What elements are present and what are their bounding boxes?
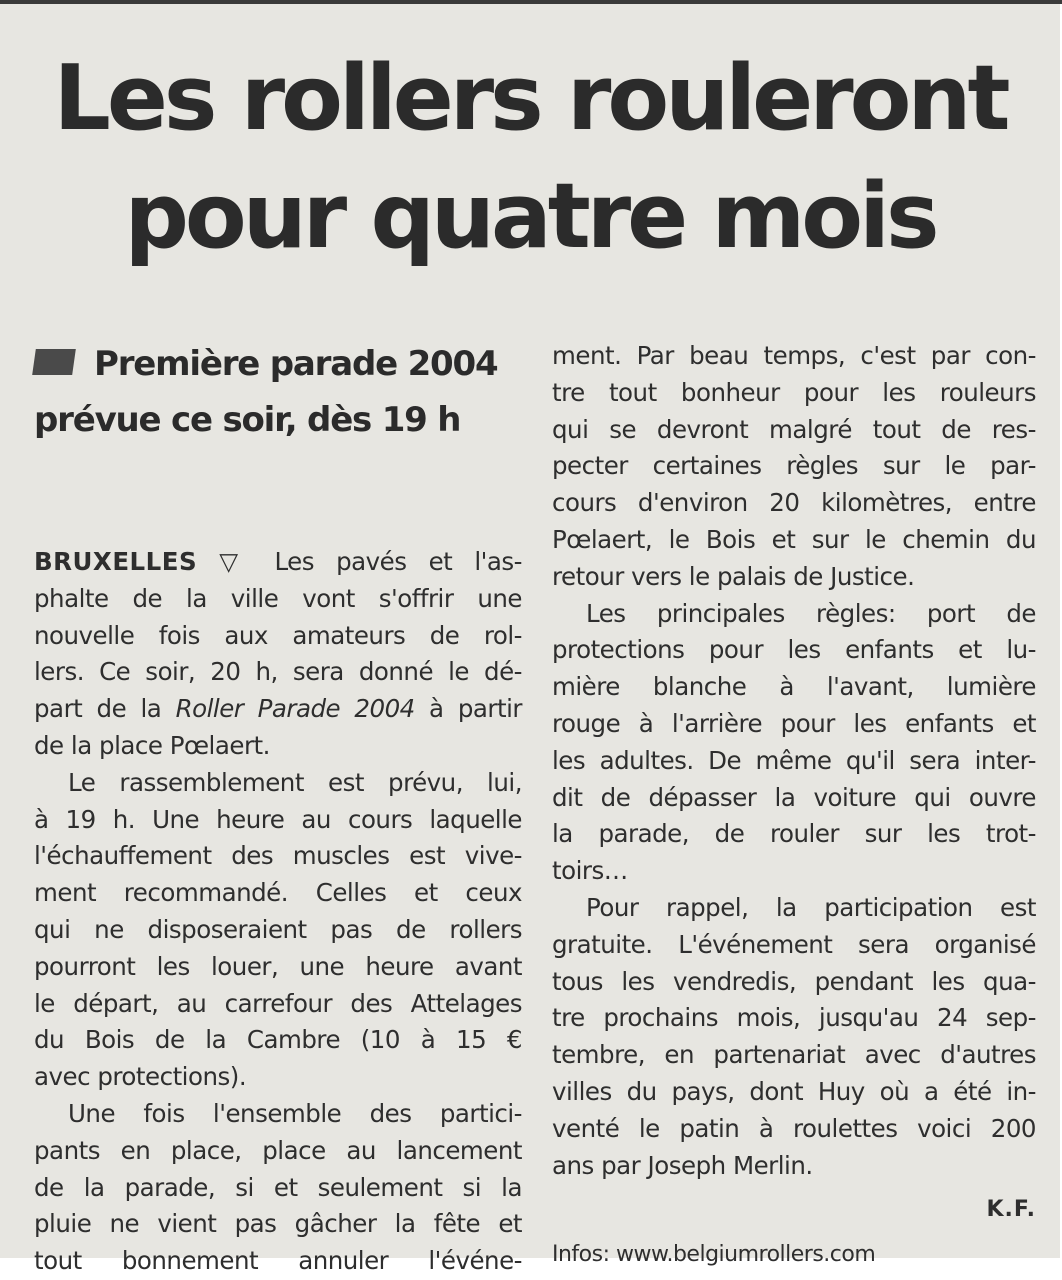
text-line: l'échauffement des muscles est vive- xyxy=(34,841,522,871)
subheadline-line-2: prévue ce soir, dès 19 h xyxy=(34,400,461,440)
text-line: tre prochains mois, jusqu'au 24 sep- xyxy=(552,1003,1036,1033)
text-line: cours d'environ 20 kilomètres, entre xyxy=(552,488,1036,518)
paragraph-3-continued xyxy=(552,338,1036,596)
dateline: BRUXELLES xyxy=(34,547,198,576)
text-line: retour vers le palais de Justice. xyxy=(552,561,915,591)
text-line: tout bonnement annuler l'événe- xyxy=(34,1246,522,1276)
text-line xyxy=(34,544,522,581)
text-line: pecter certaines règles sur le par- xyxy=(552,451,1036,481)
text-line: nouvelle fois aux amateurs de rol- xyxy=(34,620,522,650)
top-rule xyxy=(0,0,1062,4)
text-line: toirs… xyxy=(552,856,628,886)
text-line: dit de dépasser la voiture qui ouvre xyxy=(552,782,1036,812)
text-line: ans par Joseph Merlin. xyxy=(552,1150,813,1180)
text-line: mière blanche à l'avant, lumière xyxy=(552,672,1036,702)
text-line: à 19 h. Une heure au cours laquelle xyxy=(34,804,522,834)
text-line: Une fois l'ensemble des partici- xyxy=(68,1098,522,1128)
text-line: la parade, de rouler sur les trot- xyxy=(552,819,1036,849)
text-line: Pœlaert, le Bois et sur le chemin du xyxy=(552,524,1036,554)
left-column xyxy=(34,336,522,1280)
text-line: gratuite. L'événement sera organisé xyxy=(552,929,1036,959)
paragraph-4 xyxy=(552,596,1036,890)
text-fragment: part de la xyxy=(34,694,176,724)
paragraph-2 xyxy=(34,765,522,1096)
text-line: tre tout bonheur pour les rouleurs xyxy=(552,377,1036,407)
text-line: tous les vendredis, pendant les qua- xyxy=(552,966,1036,996)
text-line: les adultes. De même qu'il sera inter- xyxy=(552,745,1036,775)
text-line: venté le patin à roulettes voici 200 xyxy=(552,1113,1036,1143)
headline-line-1: Les rollers rouleront xyxy=(53,46,1007,151)
text-line: rouge à l'arrière pour les enfants et xyxy=(552,708,1036,738)
headline-line-2: pour quatre mois xyxy=(124,164,936,269)
text-line: villes du pays, dont Huy où a été in- xyxy=(552,1076,1036,1106)
text-line: avec protections). xyxy=(34,1062,247,1092)
text-line xyxy=(34,691,522,728)
author-initials: K.F. xyxy=(986,1197,1036,1223)
text-line: de la parade, si et seulement si la xyxy=(34,1172,522,1202)
text-line: protections pour les enfants et lu- xyxy=(552,635,1036,665)
text-line: pluie ne vient pas gâcher la fête et xyxy=(34,1209,522,1239)
text-line: qui se devront malgré tout de res- xyxy=(552,414,1036,444)
triangle-down-icon: ▽ xyxy=(219,547,253,576)
text-fragment: Les pavés et l'as- xyxy=(252,547,522,576)
text-line: ment recommandé. Celles et ceux xyxy=(34,878,522,908)
paragraph-3 xyxy=(34,1096,522,1280)
text-line: phalte de la ville vont s'offrir une xyxy=(34,583,522,613)
text-line: qui ne disposeraient pas de rollers xyxy=(34,914,522,944)
paragraph-1 xyxy=(34,544,522,765)
text-line: lers. Ce soir, 20 h, sera donné le dé- xyxy=(34,657,522,687)
infos-link[interactable]: Infos: www.belgiumrollers.com xyxy=(552,1242,876,1268)
text-line: de la place Pœlaert. xyxy=(34,730,270,760)
right-column xyxy=(552,338,1036,1274)
text-line: pourront les louer, une heure avant xyxy=(34,951,522,981)
text-fragment: à partir xyxy=(414,694,522,724)
text-line: le départ, au carrefour des Attelages xyxy=(34,988,522,1018)
text-line: Le rassemblement est prévu, lui, xyxy=(68,767,522,797)
square-bullet-icon xyxy=(32,349,76,375)
text-line: du Bois de la Cambre (10 à 15 € xyxy=(34,1025,522,1055)
text-line: pants en place, place au lancement xyxy=(34,1135,522,1165)
paragraph-5 xyxy=(552,890,1036,1184)
subheadline-text-1: Première parade 2004 xyxy=(94,344,498,384)
headline xyxy=(30,40,1030,276)
text-line: tembre, en partenariat avec d'autres xyxy=(552,1040,1036,1070)
subheadline xyxy=(34,336,522,448)
text-line: Les principales règles: port de xyxy=(586,598,1036,628)
text-line: Pour rappel, la participation est xyxy=(586,892,1036,922)
subheadline-line-1 xyxy=(34,336,522,392)
text-line: ment. Par beau temps, c'est par con- xyxy=(552,341,1036,370)
event-name: Roller Parade 2004 xyxy=(175,694,415,724)
